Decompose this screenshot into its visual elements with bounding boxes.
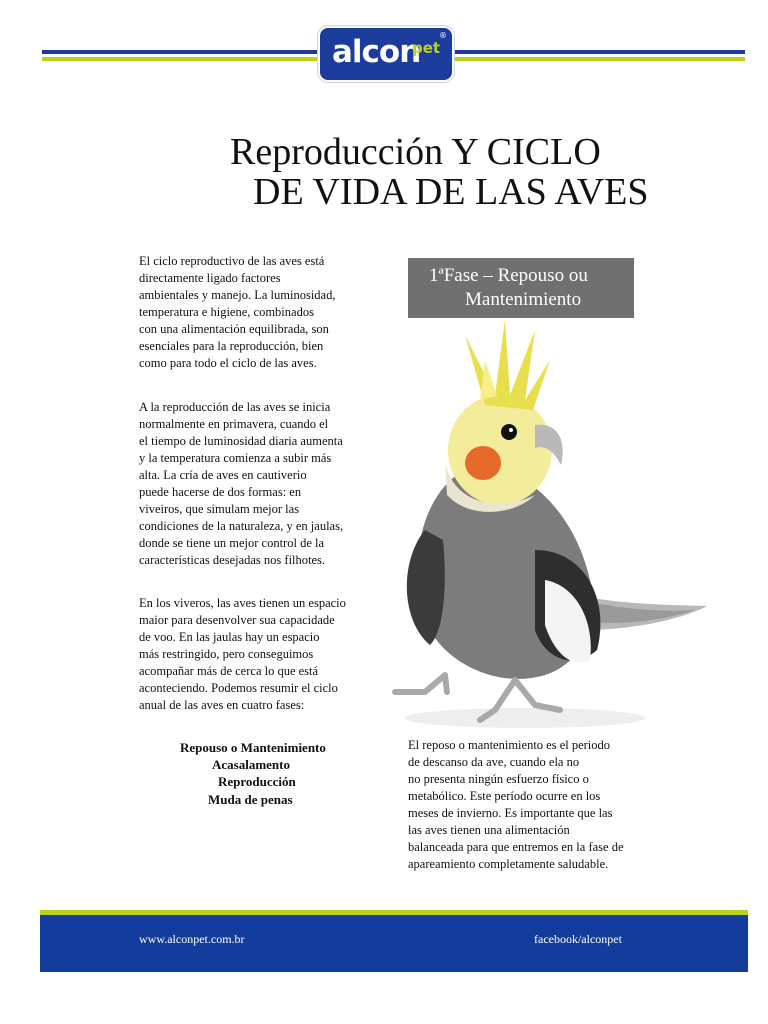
logo-sub-text: pet: [412, 39, 441, 57]
page-title-line-2: DE VIDA DE LAS AVES: [253, 171, 649, 213]
phase-item-1: Repouso o Mantenimiento: [180, 740, 326, 755]
bird-cheek: [465, 446, 501, 480]
alconpet-logo: [320, 28, 452, 80]
text-line: temperatura e higiene, combinados: [139, 305, 314, 319]
bird-crest: [465, 320, 550, 410]
text-line: ambientales y manejo. La luminosidad,: [139, 288, 336, 302]
text-line: más restringido, pero conseguimos: [139, 647, 314, 661]
text-line: directamente ligado factores: [139, 271, 281, 285]
text-line: como para todo el ciclo de las aves.: [139, 356, 317, 370]
footer-facebook-link[interactable]: facebook/alconpet: [534, 932, 622, 946]
text-line: de descanso da ave, cuando ela no: [408, 755, 580, 769]
text-line: donde se tiene un mejor control de la: [139, 536, 325, 550]
text-line: anual de las aves en cuatro fases:: [139, 698, 305, 712]
text-line: de voo. En las jaulas hay un espacio: [139, 630, 320, 644]
text-line: alta. La cría de aves en cautiverio: [139, 468, 307, 482]
text-line: acompañar más de cerca lo que está: [139, 664, 319, 678]
text-line: puede hacerse de dos formas: en: [139, 485, 302, 499]
paragraph-repouso: [408, 737, 640, 873]
text-line: balanceada para que entremos en la fase de: [408, 840, 624, 854]
header-stripe-blue-right: [455, 50, 745, 54]
phase-title-line-1: 1ªFase – Repouso ou: [429, 265, 588, 286]
phase-title-line-2: Mantenimiento: [465, 289, 582, 310]
footer-website-link[interactable]: www.alconpet.com.br: [139, 932, 245, 946]
text-line: el tiempo de luminosidad diaria aumenta: [139, 434, 343, 448]
text-line: con una alimentación equilibrada, son: [139, 322, 329, 336]
logo-registered-mark: ®: [439, 31, 447, 40]
text-line: características desejadas nos filhotes.: [139, 553, 326, 567]
text-line: no presenta ningún esfuerzo físico o: [408, 772, 589, 786]
text-line: El ciclo reproductivo de las aves está: [139, 254, 325, 268]
header-stripe-green-left: [42, 57, 318, 61]
text-line: apareamiento completamente saludable.: [408, 857, 609, 871]
text-line: viveiros, que simulam mejor las: [139, 502, 300, 516]
cockatiel-image: [385, 300, 715, 740]
text-line: En los viveros, las aves tienen un espacio: [139, 596, 346, 610]
phase-item-2: Acasalamento: [212, 757, 290, 772]
paragraph-reproduction-start: [139, 399, 389, 569]
phase-title-box: [408, 258, 634, 318]
bird-head: [448, 395, 552, 505]
text-line: esenciales para la reproducción, bien: [139, 339, 324, 353]
text-line: aconteciendo. Podemos resumir el ciclo: [139, 681, 338, 695]
text-line: El reposo o mantenimiento es el periodo: [408, 738, 611, 752]
header-stripe-green-right: [455, 57, 745, 61]
text-line: y la temperatura comienza a subir más: [139, 451, 332, 465]
text-line: meses de invierno. Es importante que las: [408, 806, 613, 820]
text-line: A la reproducción de las aves se inicia: [139, 400, 331, 414]
bird-eye: [501, 424, 517, 440]
text-line: metabólico. Este período ocurre en los: [408, 789, 601, 803]
phase-item-4: Muda de penas: [208, 792, 293, 807]
paragraph-intro: [139, 253, 373, 372]
logo-text: alcon: [332, 34, 421, 70]
paragraph-viveros: [139, 595, 365, 714]
bird-shadow: [405, 708, 645, 728]
text-line: normalmente en primavera, cuando el: [139, 417, 329, 431]
text-line: maior para desenvolver sua capacidade: [139, 613, 335, 627]
header-stripe-blue-left: [42, 50, 318, 54]
text-line: condiciones de la naturaleza, y en jaulas,: [139, 519, 344, 533]
text-line: las aves tienen una alimentación: [408, 823, 570, 837]
page-title-line-1: Reproducción Y CICLO: [230, 131, 601, 173]
phase-item-3: Reproducción: [218, 774, 296, 789]
